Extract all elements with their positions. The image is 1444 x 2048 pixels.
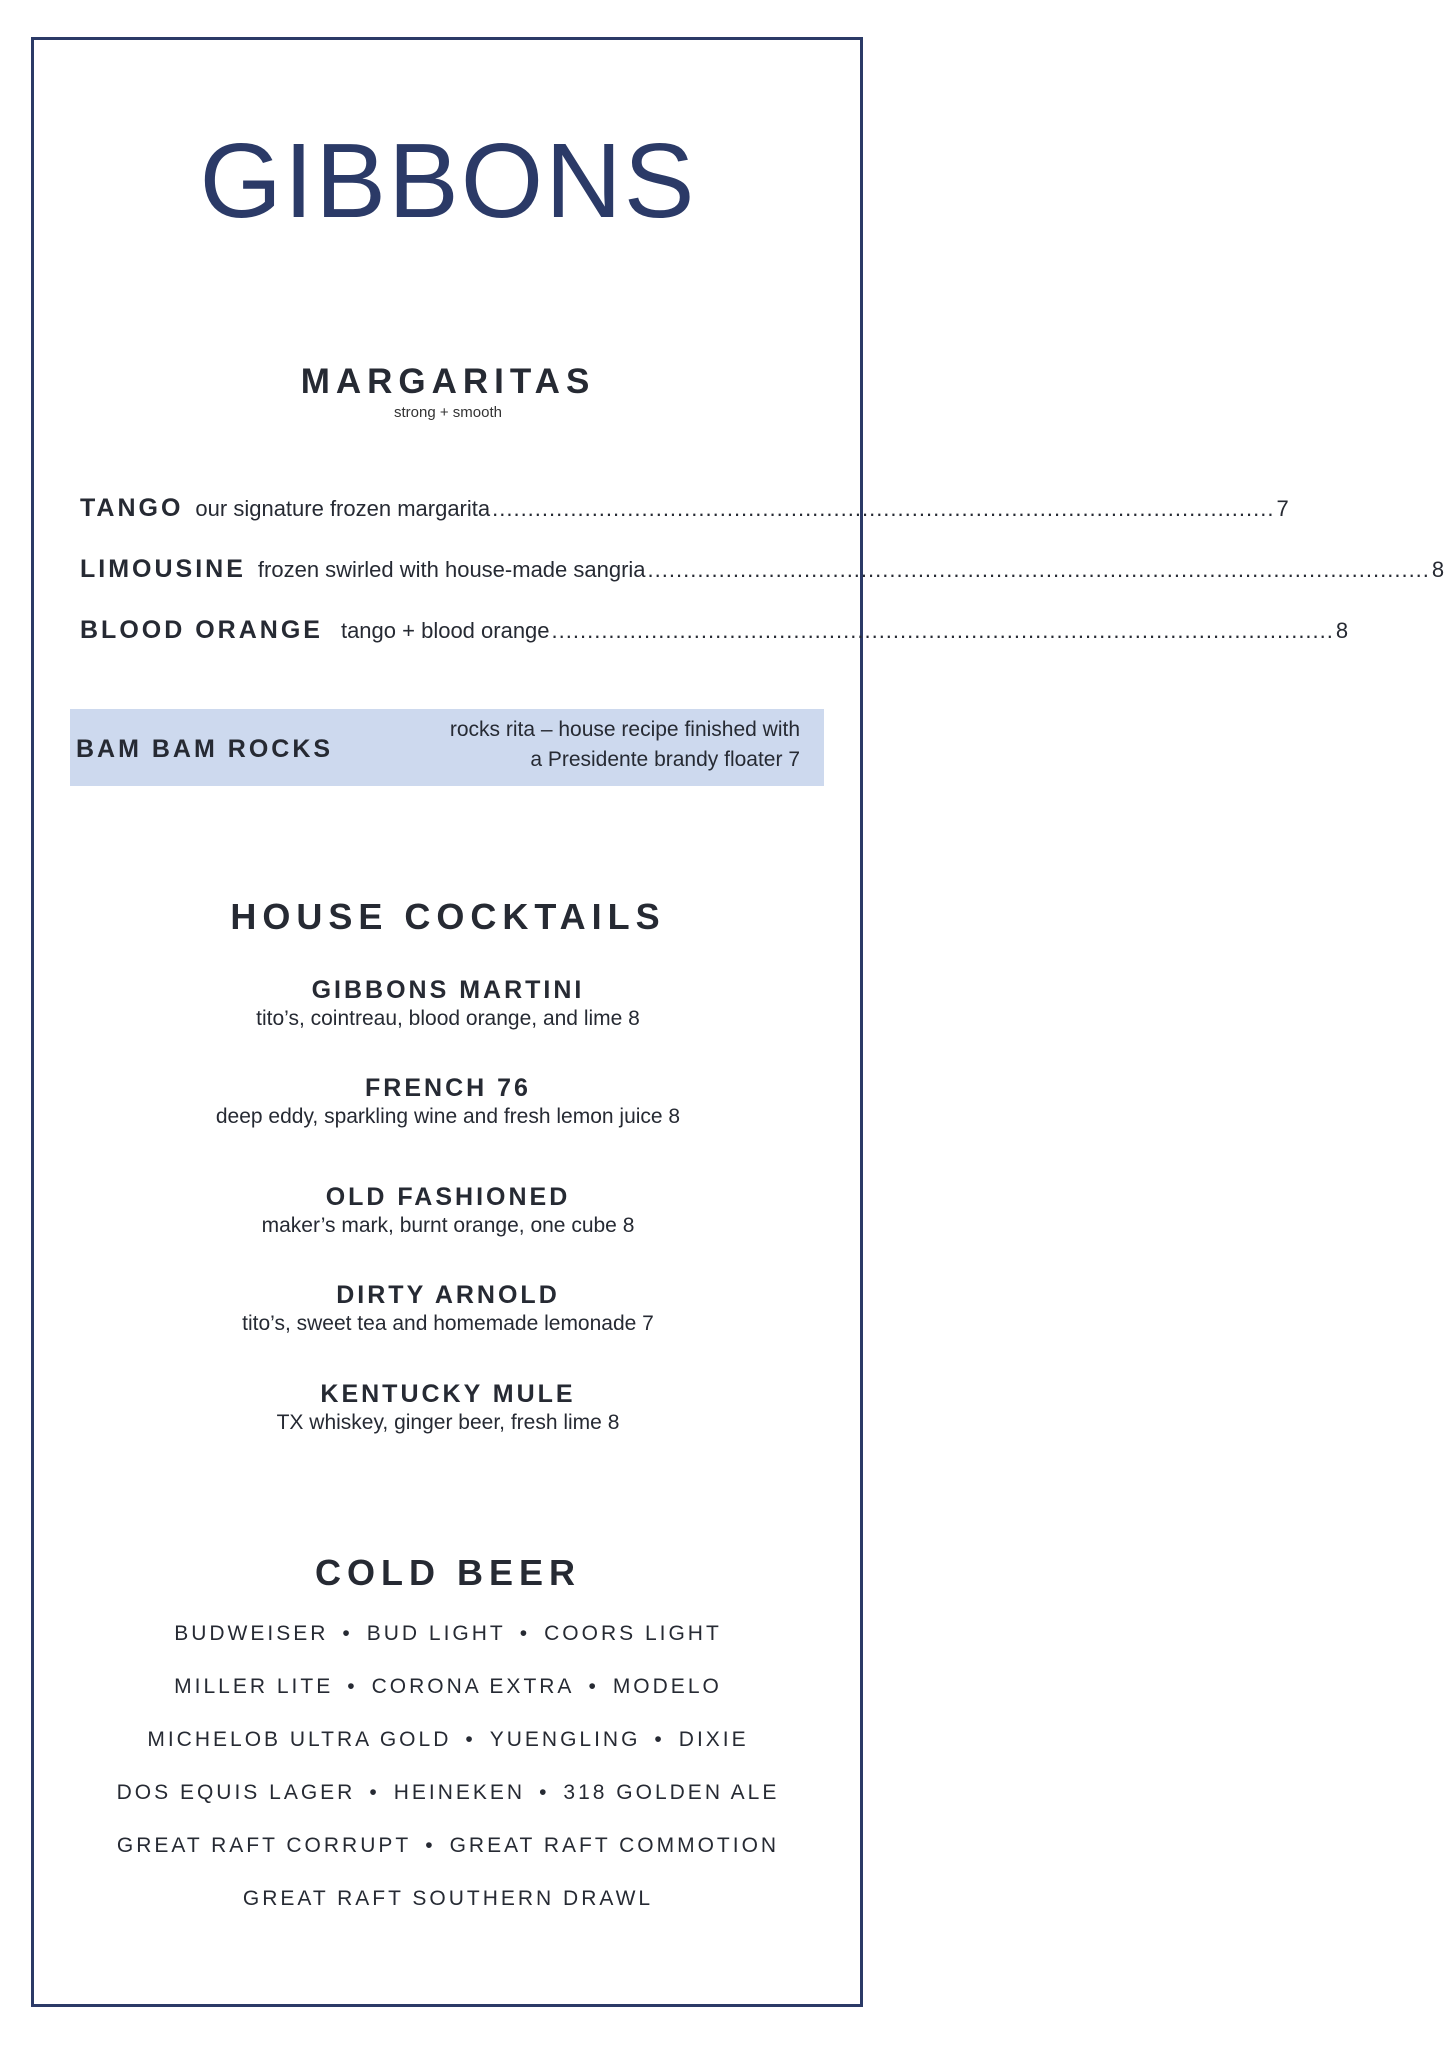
bullet-separator: • — [342, 1622, 353, 1645]
leader-dots: .............................................................................................................. — [492, 496, 1275, 521]
item-name: LIMOUSINE — [80, 555, 246, 583]
beer-item: 318 GOLDEN ALE — [563, 1781, 780, 1804]
item-desc: tito’s, cointreau, blood orange, and lime 8 — [256, 1007, 640, 1030]
item-desc: deep eddy, sparkling wine and fresh lemon juice 8 — [215, 1105, 681, 1128]
beer-line — [0, 1728, 896, 1752]
leader-dots: .............................................................................................................. — [647, 557, 1430, 582]
bullet-separator: • — [425, 1834, 436, 1857]
beer-item: BUDWEISER — [174, 1622, 329, 1645]
item-name: DIRTY ARNOLD — [336, 1281, 560, 1309]
item-price: 7 — [1276, 496, 1289, 521]
margaritas-title: MARGARITAS — [300, 362, 596, 401]
bullet-separator: • — [654, 1728, 665, 1751]
featured-item-bam-bam-rocks — [70, 709, 824, 786]
item-desc — [380, 715, 800, 775]
bullet-separator: • — [519, 1622, 531, 1645]
cocktail-item — [0, 1073, 896, 1131]
beer-line — [0, 1781, 896, 1805]
bullet-separator: • — [465, 1728, 476, 1751]
item-desc: tango + blood orange — [340, 618, 550, 643]
beer-item: HEINEKEN — [393, 1781, 526, 1804]
item-price: 8 — [1431, 557, 1444, 582]
leader-dots: .............................................................................................................. — [551, 618, 1334, 643]
beer-item: COORS LIGHT — [544, 1622, 722, 1645]
item-name: OLD FASHIONED — [325, 1183, 571, 1211]
item-desc: frozen swirled with house-made sangria — [257, 557, 646, 582]
beer-item: GREAT RAFT CORRUPT — [116, 1834, 412, 1857]
item-name: BAM BAM ROCKS — [76, 735, 334, 763]
beer-item: CORONA EXTRA — [371, 1675, 575, 1698]
item-name: BLOOD ORANGE — [80, 616, 323, 644]
item-name: GIBBONS MARTINI — [311, 976, 585, 1004]
bullet-separator: • — [539, 1781, 550, 1804]
bullet-separator: • — [588, 1675, 599, 1698]
item-name: KENTUCKY MULE — [320, 1380, 576, 1408]
beer-item: MILLER LITE — [174, 1675, 334, 1698]
beer-item: MODELO — [612, 1675, 722, 1698]
item-name: TANGO — [80, 494, 184, 522]
brand-logo: GIBBONS — [199, 122, 697, 240]
beer-item: DIXIE — [678, 1728, 749, 1751]
menu-item-blood-orange — [80, 616, 1349, 645]
item-desc-line: a Presidente brandy floater 7 — [530, 748, 800, 771]
item-desc-line: rocks rita – house recipe finished with — [449, 718, 800, 741]
bullet-separator: • — [369, 1781, 380, 1804]
cocktail-item — [0, 1280, 896, 1338]
cocktails-title: HOUSE COCKTAILS — [230, 896, 666, 937]
beer-line — [0, 1622, 896, 1646]
margaritas-subtitle: strong + smooth — [394, 404, 502, 421]
menu-item-tango — [80, 494, 1289, 523]
item-desc: maker’s mark, burnt orange, one cube 8 — [261, 1214, 635, 1237]
item-name: FRENCH 76 — [365, 1074, 531, 1102]
cocktail-item — [0, 1182, 896, 1240]
item-desc: TX whiskey, ginger beer, fresh lime 8 — [276, 1411, 620, 1434]
bullet-separator: • — [347, 1675, 358, 1698]
beer-line — [0, 1834, 896, 1858]
cocktail-item — [0, 1379, 896, 1437]
item-price: 8 — [1335, 618, 1349, 643]
beer-item: BUD LIGHT — [366, 1622, 506, 1645]
beer-item: DOS EQUIS LAGER — [116, 1781, 356, 1804]
beer-item: GREAT RAFT SOUTHERN DRAWL — [242, 1887, 654, 1910]
item-desc: tito’s, sweet tea and homemade lemonade 7 — [242, 1312, 654, 1335]
cocktail-item — [0, 975, 896, 1033]
menu-item-limousine — [80, 555, 1444, 584]
beer-line — [0, 1675, 896, 1699]
beer-line — [0, 1887, 896, 1911]
beer-item: YUENGLING — [489, 1728, 641, 1751]
beer-item: MICHELOB ULTRA GOLD — [147, 1728, 452, 1751]
item-desc: our signature frozen margarita — [195, 496, 491, 521]
beer-item: GREAT RAFT COMMOTION — [449, 1834, 780, 1857]
beer-title: COLD BEER — [314, 1552, 581, 1593]
